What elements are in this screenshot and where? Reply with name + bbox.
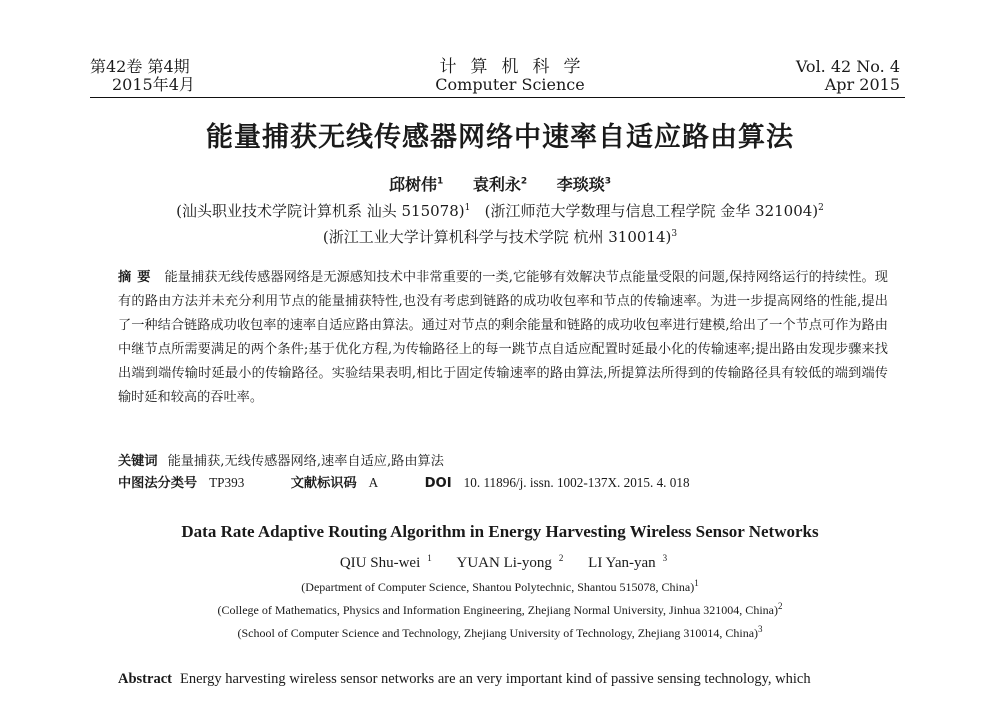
classification-row [118, 472, 888, 491]
affiliation-en: (Department of Computer Science, Shantou Polytechnic, Shantou 515078, China)$^1$ [301, 578, 699, 594]
clc-label: 中图法分类号 [118, 476, 198, 491]
author-en: YUAN Li-yong $^2$ [456, 553, 564, 571]
affiliation-cn: (浙江师范大学数理与信息工程学院 金华 321004) [484, 202, 819, 220]
authors-cn [0, 172, 1000, 195]
keywords-cn [118, 450, 888, 469]
keywords-cn-text: 能量捕获,无线传感器网络,速率自适应,路由算法 [167, 454, 444, 469]
abstract-cn-label: 摘要 [118, 270, 157, 285]
paper-title-en: Data Rate Adaptive Routing Algorithm in Energy Harvesting Wireless Sensor Networks [181, 522, 819, 541]
author-en: QIU Shu-wei $^1$ [339, 553, 432, 571]
doi-label: DOI [424, 476, 452, 491]
journal-name-en: Computer Science [435, 75, 585, 94]
author-cn: 李琰琰$^3$ [556, 175, 611, 194]
clc-value: TP393 [209, 475, 245, 490]
volume-issue-cn: 第42卷 第4期 [90, 57, 190, 76]
abstract-en [118, 668, 888, 690]
affiliations-cn-line-2: (浙江工业大学计算机科学与技术学院 杭州 310014)$^3$ [322, 228, 678, 246]
paper-title-cn: 能量捕获无线传感器网络中速率自适应路由算法 [206, 122, 794, 153]
affiliations-cn-line-1: (汕头职业技术学院计算机系 汕头 515078)$^1$ (浙江师范大学数理与信息工程学院 金华 321004)$^2$ [176, 202, 824, 220]
header-left [90, 58, 195, 94]
author-en: LI Yan-yan $^3$ [588, 553, 668, 571]
doi-value: 10. 11896/j. issn. 1002-137X. 2015. 4. 018 [463, 475, 690, 490]
affiliation-en: (School of Computer Science and Technology, Zhejiang University of Technology, Zhejiang 310014, China)$^3$ [237, 624, 763, 640]
authors-en [0, 553, 1000, 572]
doc-code-value: A [368, 475, 379, 490]
header-right [796, 58, 900, 94]
abstract-en-text: Energy harvesting wireless sensor networks are an very important kind of passive sensing technology, which [179, 671, 811, 687]
affiliation-cn: (浙江工业大学计算机科学与技术学院 杭州 310014) [322, 228, 672, 246]
date-cn: 2015年4月 [112, 75, 195, 94]
abstract-cn [118, 266, 888, 410]
volume-issue-en: Vol. 42 No. 4 [795, 57, 900, 76]
doc-code-label: 文献标识码 [290, 476, 357, 491]
date-en: Apr 2015 [824, 75, 900, 94]
author-cn: 袁利永$^2$ [472, 175, 528, 194]
keywords-cn-label: 关键词 [118, 454, 158, 469]
abstract-cn-text: 能量捕获无线传感器网络是无源感知技术中非常重要的一类,它能够有效解决节点能量受限的问题,保持网络运行的持续性。现有的路由方法并未充分利用节点的能量捕获特性,也没有考虑到链路的成功收包率和节点的传输速率。为进一步提高网络的性能,提出了一种结合链路成功收包率的速率自适应路由算法。通过对节点的剩余能量和链路的成功收包率进行建模,给出了一个节点可作为路由中继节点所需要满足的两个条件;基于优化方程,为传输路径上的每一跳节点自适应配置时延最小化的传输速率;提出路由发现步骤来找出端到端传输时延最小的传输路径。实验结果表明,相比于固定传输速率的路由算法,所提算法所得到的传输路径具有较低的端到端传输时延和较高的吞吐率。 [118, 270, 888, 405]
affiliation-cn: (汕头职业技术学院计算机系 汕头 515078) [176, 202, 465, 220]
header-center [400, 58, 620, 94]
journal-name-cn: 计算机科学 [439, 57, 595, 77]
abstract-en-label: Abstract [118, 671, 172, 687]
header-rule [90, 97, 905, 98]
author-cn: 邱树伟$^1$ [389, 175, 444, 194]
affiliation-en: (College of Mathematics, Physics and Information Engineering, Zhejiang Normal University, Jinhua 321004, China)$^2$ [217, 601, 783, 617]
